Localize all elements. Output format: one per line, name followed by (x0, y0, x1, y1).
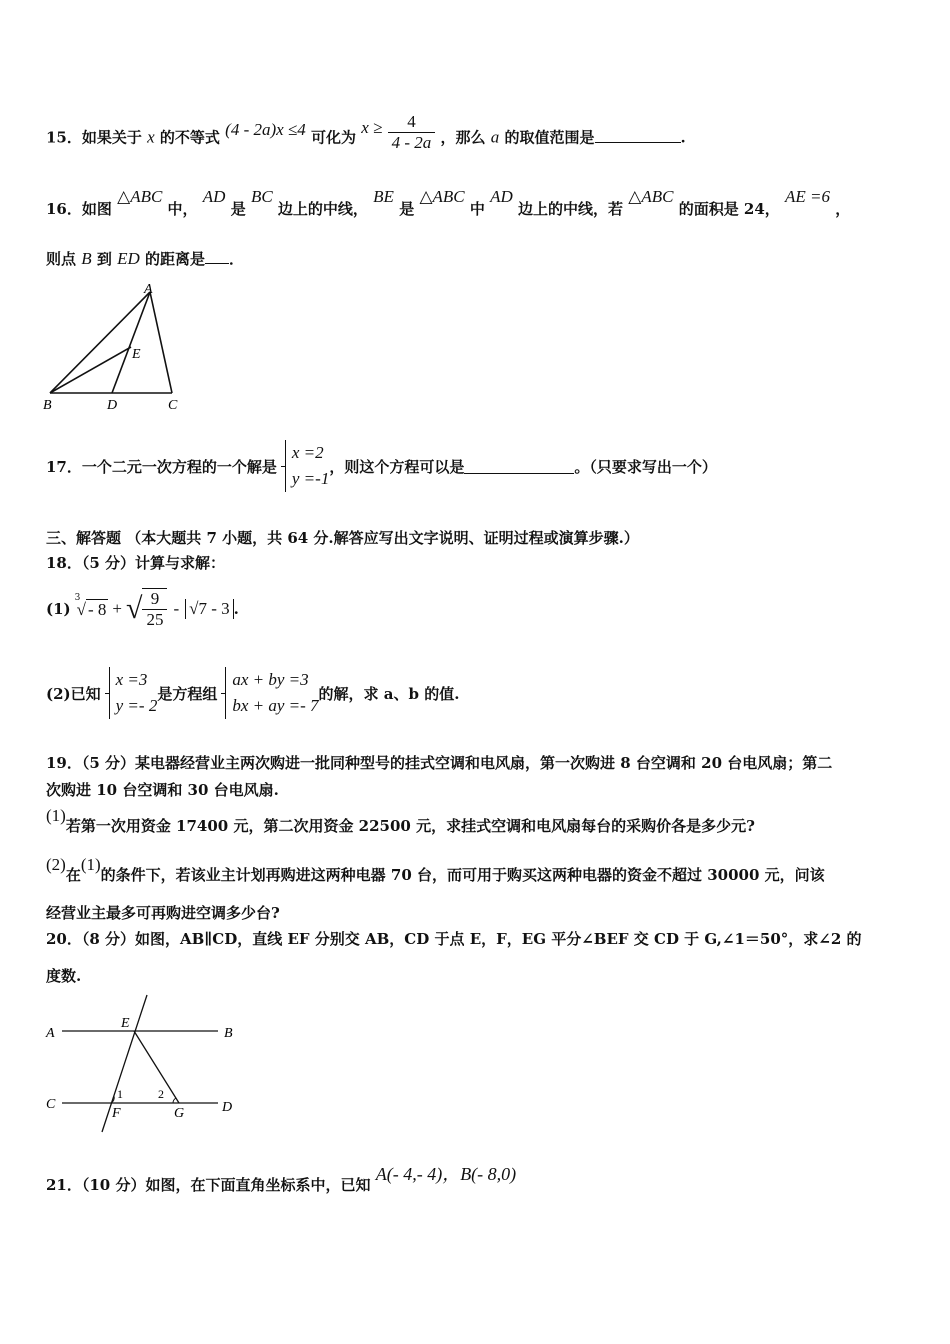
q16-label-c: C (168, 398, 178, 413)
q18-part-2 (46, 667, 459, 719)
q18-given-solution (109, 667, 158, 719)
q16-triangle-abc-3: △ABC (628, 187, 674, 206)
q20-label-g: G (174, 1106, 185, 1121)
q19-p1-text: 若第一次用资金 17400 元，第二次用资金 22500 元，求挂式空调和电风扇每台的采购价各是多少元? (65, 817, 755, 835)
q18-given-y: y =- 2 (115, 696, 158, 715)
question-16-line-1 (46, 187, 851, 219)
q18-root-index: 3 (74, 592, 81, 603)
q15-number: 15． (46, 128, 82, 147)
q17-text-2: ，则这个方程可以是 (329, 457, 465, 476)
q18-sqrt-fraction (142, 588, 167, 630)
q16-segment-ad-2: AD (490, 187, 513, 206)
q18-p1-end: . (233, 600, 239, 618)
q18-equation-system (225, 667, 318, 719)
q15-end: . (680, 128, 686, 147)
q16-text-9: ， (835, 200, 851, 218)
q16-answer-blank (205, 249, 229, 264)
q18-part-1: (1) 3 √ - 8 + √ $\frac{9}{25}$ - √7 - 3 . (46, 589, 239, 629)
q15-var-x: x (147, 127, 155, 147)
q20-line-1: 20．（8 分）如图，AB∥CD，直线 EF 分别交 AB，CD 于点 E，F，EG 平分∠BEF 交 CD 于 G,∠1＝50°，求∠2 的 (46, 930, 862, 948)
q16-label-e: E (132, 347, 141, 362)
q16-line-ab (50, 292, 150, 393)
q16-text-1: 如图 (81, 200, 112, 218)
q15-text-5: 的取值范围是 (504, 128, 595, 147)
q16-label-a: A (144, 282, 153, 297)
q16-line-be (50, 347, 131, 393)
q16-line2-b: 到 (96, 250, 112, 268)
q16-segment-bc: BC (250, 187, 273, 206)
q16-segment-be: BE (373, 187, 394, 206)
q16-triangle-figure (40, 280, 190, 415)
q18-frac-numerator: 9 (150, 589, 160, 608)
q17-eq-x: x =2 (291, 443, 324, 462)
q15-inequality: (4 - 2a)x ≤4 (225, 119, 306, 139)
question-15 (46, 112, 686, 159)
q16-line2-a: 则点 (46, 250, 77, 268)
q18-cube-root: 3 √ - 8 (74, 592, 107, 619)
q16-triangle-abc-2: △ABC (419, 187, 465, 206)
q16-text-2: 中， (167, 200, 198, 218)
q20-line-2: 度数. (46, 967, 82, 985)
q20-label-d: D (222, 1100, 233, 1115)
q15-text-1: 如果关于 (81, 128, 142, 147)
q21-points: A(- 4,- 4)，B(- 8,0) (375, 1164, 517, 1184)
q16-line-ac (150, 292, 172, 393)
q18-plus: + (112, 599, 122, 618)
q16-line2-end: ． (229, 250, 245, 268)
q19-p2-mark: (2) (46, 855, 66, 874)
q16-text-5: 是 (399, 200, 415, 218)
q15-frac-denominator: 4 - 2a (388, 132, 436, 153)
q21-text: 21．（10 分）如图，在下面直角坐标系中，已知 (46, 1176, 371, 1194)
q16-text-3: 是 (230, 200, 246, 218)
q19-p2-ref: (1) (80, 855, 101, 874)
q16-ae-equals: AE =6 (785, 187, 831, 206)
q18-p2-text-2: 的解，求 a、b 的值. (318, 684, 460, 703)
q20-label-angle-2: 2 (158, 1087, 164, 1101)
q16-segment-ad: AD (202, 187, 226, 206)
q15-text-3: 可化为 (311, 128, 357, 147)
q17-answer-blank (464, 459, 574, 474)
q16-text-4: 边上的中线， (277, 200, 368, 218)
q15-x-ge: x ≥ (361, 117, 383, 137)
q19-line-2: 次购进 10 台空调和 30 台电风扇. (46, 781, 279, 799)
q15-text-2: 的不等式 (159, 128, 220, 147)
q18-minus: - (173, 599, 180, 618)
q19-p1-mark: (1) (46, 806, 66, 825)
q20-angle-2-arc (173, 1098, 176, 1103)
q17-solution-brace (285, 440, 329, 492)
q19-part-1 (46, 806, 755, 836)
q15-answer-blank (595, 128, 681, 143)
q20-label-e: E (121, 1016, 130, 1031)
q17-eq-y: y =-1 (291, 469, 330, 488)
q16-number: 16． (46, 200, 82, 218)
q15-frac-numerator: 4 (407, 112, 416, 131)
q16-text-6: 中 (469, 200, 485, 218)
q20-label-a: A (46, 1026, 55, 1041)
q19-line-1: 19．（5 分）某电器经营业主两次购进一批同种型号的挂式空调和电风扇，第一次购进 8 台空调和 20 台电风扇；第二 (46, 754, 833, 772)
q16-text-8: 的面积是 24， (678, 200, 780, 218)
q18-radicand: - 8 (87, 599, 107, 619)
q16-point-b: B (81, 249, 92, 268)
q18-header: 18．（5 分）计算与求解： (46, 554, 226, 572)
q18-absolute-value: √7 - 3 (185, 599, 234, 619)
question-21 (46, 1164, 517, 1196)
q15-text-4: ，那么 (440, 128, 486, 147)
q18-frac-denominator: 25 (142, 609, 167, 630)
q16-text-7: 边上的中线，若 (518, 200, 624, 218)
q17-text-1: 一个二元一次方程的一个解是 (81, 457, 277, 476)
q20-label-angle-1: 1 (117, 1087, 123, 1101)
q19-p2-line-2: 经营业主最多可再购进空调多少台? (46, 904, 280, 922)
q20-label-f: F (112, 1106, 121, 1121)
q20-line-eg (134, 1031, 179, 1103)
q16-line2-c: 的距离是 (145, 250, 206, 268)
q19-p2-text-2: 的条件下，若该业主计划再购进这两种电器 70 台，而可用于购买这两种电器的资金不超过 30000 元，问该 (100, 866, 825, 884)
q20-parallel-lines-figure (40, 990, 250, 1135)
q16-label-d: D (107, 398, 118, 413)
q17-text-3: 。（只要求写出一个） (574, 457, 717, 476)
section-3-title: 三、解答题 （本大题共 7 小题，共 64 分.解答应写出文字说明、证明过程或演算步骤.） (46, 529, 639, 547)
q15-fraction (388, 112, 436, 153)
q18-system-eq-1: ax + by =3 (232, 670, 309, 689)
q17-number: 17． (46, 457, 82, 476)
q20-label-b: B (224, 1026, 233, 1041)
q16-segment-ed: ED (117, 249, 140, 268)
question-17 (46, 440, 717, 492)
q16-line-ad (112, 292, 150, 393)
q18-p1-label: (1) (46, 600, 71, 618)
q18-p2-label: (2)已知 (46, 684, 101, 703)
q16-triangle-abc-1: △ABC (117, 187, 163, 206)
q18-given-x: x =3 (115, 670, 148, 689)
q19-part-2 (46, 855, 825, 885)
q16-label-b: B (43, 398, 52, 413)
question-16-line-2 (46, 248, 244, 269)
q15-var-a: a (490, 127, 500, 147)
q18-system-eq-2: bx + ay =- 7 (232, 696, 319, 715)
q20-label-c: C (46, 1097, 56, 1112)
q19-p2-text-1: 在 (65, 866, 81, 884)
q18-p2-text-1: 是方程组 (157, 684, 218, 703)
